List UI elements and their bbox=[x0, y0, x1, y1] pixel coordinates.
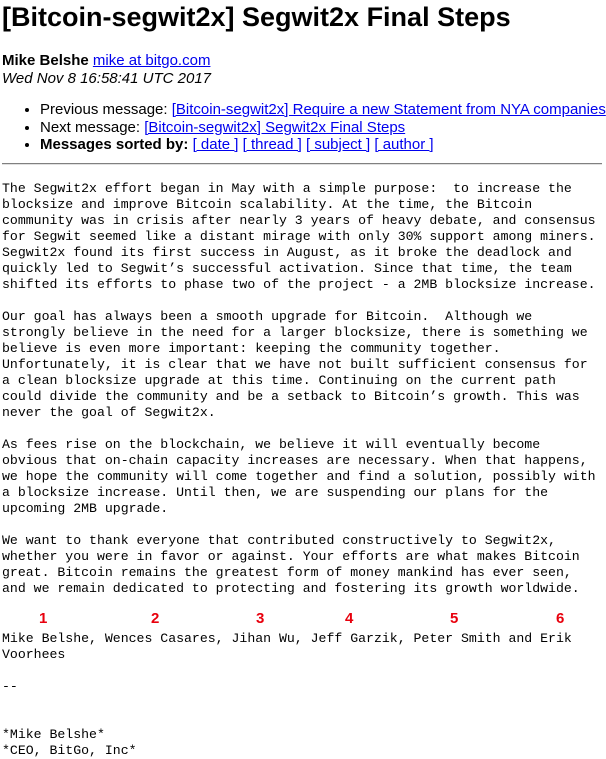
sorted-by-label: Messages sorted by: bbox=[40, 136, 189, 153]
annotation-number-2: 2 bbox=[151, 610, 160, 627]
message-date: Wed Nov 8 16:58:41 UTC 2017 bbox=[2, 70, 212, 87]
body-paragraph-2: Our goal has always been a smooth upgrade for Bitcoin. Although we strongly believe in the need for a larger blocksize, there is something we believe is even more important: keeping the community together. Unfortunately, it is clear that we have not built sufficient consensus for a clean blocksize upgrade at this time. Continuing on the current path could divide the community and be a setback to Bitcoin’s growth. This was never the goal of Segwit2x. bbox=[2, 309, 588, 420]
previous-message-label: Previous message: bbox=[40, 101, 172, 118]
annotation-number-5: 5 bbox=[450, 610, 459, 627]
signatories: Mike Belshe, Wences Casares, Jihan Wu, Jeff Garzik, Peter Smith and Erik Voorhees bbox=[2, 631, 572, 662]
sort-by-thread-link[interactable]: [ thread ] bbox=[242, 136, 302, 153]
message-body bbox=[2, 181, 596, 597]
annotation-number-4: 4 bbox=[345, 610, 354, 627]
message-meta bbox=[2, 52, 211, 88]
annotation-number-6: 6 bbox=[556, 610, 565, 627]
body-paragraph-3: As fees rise on the blockchain, we believe it will eventually become obvious that on-chain capacity increases are necessary. When that happens, we hope the community will come together and find a solution, possibly with a blocksize increase. Until then, we are suspending our plans for the upcoming 2MB upgrade. bbox=[2, 437, 596, 516]
signature-block bbox=[2, 631, 572, 759]
sort-by-date-link[interactable]: [ date ] bbox=[192, 136, 239, 153]
next-message-link[interactable]: [Bitcoin-segwit2x] Segwit2x Final Steps bbox=[144, 118, 406, 136]
previous-message-link[interactable]: [Bitcoin-segwit2x] Require a new Statement from NYA companies bbox=[171, 101, 606, 118]
previous-message-item bbox=[40, 101, 606, 119]
sorted-by-item bbox=[40, 136, 606, 154]
sort-by-subject-link[interactable]: [ subject ] bbox=[305, 136, 371, 153]
next-message-item bbox=[40, 119, 606, 137]
sort-by-author-link[interactable]: [ author ] bbox=[374, 136, 434, 153]
message-navigation bbox=[0, 101, 606, 154]
author-name: Mike Belshe bbox=[2, 52, 89, 69]
annotation-numbers bbox=[0, 610, 606, 628]
divider bbox=[2, 163, 602, 165]
page-title: [Bitcoin-segwit2x] Segwit2x Final Steps bbox=[2, 2, 511, 32]
annotation-number-1: 1 bbox=[39, 610, 48, 627]
signature: -- *Mike Belshe* *CEO, BitGo, Inc* bbox=[2, 679, 137, 758]
next-message-label: Next message: bbox=[40, 118, 145, 136]
annotation-number-3: 3 bbox=[256, 610, 265, 627]
body-paragraph-4: We want to thank everyone that contributed constructively to Segwit2x, whether you were in favor or against. Your efforts are what makes Bitcoin great. Bitcoin remains the greatest form of money mankind has ever seen, and we remain dedicated to protecting and fostering its growth worldwide. bbox=[2, 533, 580, 596]
body-paragraph-1: The Segwit2x effort began in May with a simple purpose: to increase the blocksize and improve Bitcoin scalability. At the time, the Bitcoin community was in crisis after nearly 3 years of heavy debate, and consensus for Segwit seemed like a distant mirage with only 30% support among miners. Segwit2x found its first success in August, as it broke the deadlock and quickly led to Segwit’s successful activation. Since that time, the team shifted its efforts to phase two of the project - a 2MB blocksize increase. bbox=[2, 181, 596, 292]
author-email-link[interactable]: mike at bitgo.com bbox=[92, 52, 211, 69]
